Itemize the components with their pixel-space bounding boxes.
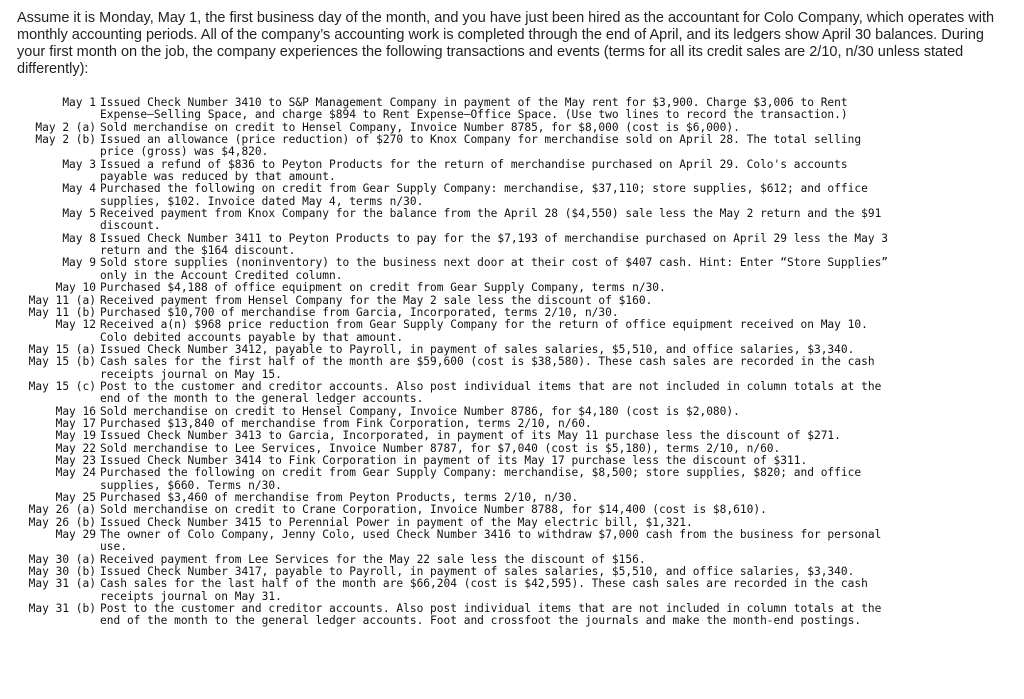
transaction-row [12,233,1012,258]
transaction-text: Issued a refund of $836 to Peyton Products for the return of merchandise purchased on April 29. Colo's accounts payable was reduced by that amount. [100,157,848,184]
transaction-text: Cash sales for the first half of the month are $59,600 (cost is $38,580). These cash sales are recorded in the cash receipts journal on May 15. [100,355,875,381]
transaction-text: Received a(n) $968 price reduction from Gear Supply Company for the return of office equipment received on May 10. Colo debited accounts payable by that amount. [100,318,868,344]
transaction-text: Purchased $3,460 of merchandise from Peyton Products, terms 2/10, n/30. [100,491,579,504]
transaction-text: Purchased $10,700 of merchandise from Garcia, Incorporated, terms 2/10, n/30. [100,305,619,319]
transaction-date: May 11 (a) [28,293,96,307]
transaction-date: May 25 [55,491,96,504]
transaction-text: Issued Check Number 3415 to Perennial Power in payment of the May electric bill, $1,321. [100,515,693,529]
transaction-text: Issued an allowance (price reduction) of $270 to Knox Company for merchandise sold on April 28. The total selling price (gross) was $4,820. [100,133,862,159]
transaction-row [12,97,1012,122]
transaction-text: Sold merchandise to Lee Services, Invoice Number 8787, for $7,040 (cost is $5,180), terms 2/10, n/60. [100,441,781,455]
transaction-row [12,208,1012,233]
transaction-date: May 19 [55,429,96,443]
transaction-row [12,430,1012,442]
transaction-text: Sold merchandise on credit to Hensel Company, Invoice Number 8786, for $4,180 (cost is $2,080). [100,404,740,418]
transaction-row [12,159,1012,184]
problem-intro: Assume it is Monday, May 1, the first business day of the month, and you have just been hired as the accountant for Colo Company, which operates with monthly accounting periods. All of the company’s accounting work is completed through the end of April, and its ledgers show April 30 balances. During your first month on the job, the company experiences the following transactions and events (terms for all its credit sales are 2/10, n/30 unless stated differently): [17,10,995,77]
transaction-text: Received payment from Lee Services for the May 22 sale less the discount of $156. [100,552,646,566]
transaction-row [12,603,1012,628]
transaction-row [12,529,1012,554]
transaction-text: The owner of Colo Company, Jenny Colo, used Check Number 3416 to withdraw $7,000 cash from the business for personal use. [100,528,882,554]
transaction-text: Issued Check Number 3417, payable to Payroll, in payment of sales salaries, $5,510, and office salaries, $3,340. [100,565,855,579]
transaction-text: Purchased $4,188 of office equipment on credit from Gear Supply Company, terms n/30. [100,281,666,295]
transaction-text: Sold merchandise on credit to Crane Corporation, Invoice Number 8788, for $14,400 (cost is $8,610). [100,503,767,517]
transaction-date: May 2 (a) [35,120,96,134]
transaction-text: Issued Check Number 3410 to S&P Management Company in payment of the May rent for $3,900. Charge $3,006 to Rent Expense—Selling Space, and charge $894 to Rent Expense—Office Space. (Use two lines to record the transaction.) [100,96,848,122]
transaction-date: May 15 (a) [28,342,96,356]
transaction-row [12,183,1012,208]
transaction-date: May 2 (b) [35,133,96,147]
transaction-date: May 29 [55,528,96,542]
transaction-date: May 16 [55,404,96,418]
transaction-list [12,97,1012,628]
transaction-row [12,257,1012,282]
transaction-date: May 30 (b) [28,565,96,579]
transaction-date: May 15 (c) [28,379,96,393]
transaction-row [12,356,1012,381]
transaction-date: May 22 [55,441,96,455]
transaction-text: Received payment from Knox Company for the balance from the April 28 ($4,550) sale less the May 2 return and the $91 discount. [100,207,882,233]
transaction-date: May 15 (b) [28,355,96,369]
transaction-date: May 11 (b) [28,305,96,319]
transaction-text: Purchased $13,840 of merchandise from Fink Corporation, terms 2/10, n/60. [100,416,592,430]
transaction-date: May 31 (a) [28,577,96,591]
transaction-date: May 1 [62,96,96,109]
transaction-date: May 26 (a) [28,503,96,517]
transaction-text: Sold store supplies (noninventory) to the business next door at their cost of $407 cash. Hint: Enter “Store Supplies” only in the Account Credited column. [100,256,889,282]
transaction-row [12,467,1012,492]
transaction-date: May 9 [62,256,96,270]
transaction-date: May 4 [62,182,96,196]
transaction-row [12,319,1012,344]
transaction-date: May 30 (a) [28,552,96,566]
transaction-row [12,578,1012,603]
transaction-date: May 26 (b) [28,515,96,529]
transaction-row [12,282,1012,294]
transaction-text: Received payment from Hensel Company for the May 2 sale less the discount of $160. [100,293,653,307]
transaction-text: Cash sales for the last half of the month are $66,204 (cost is $42,595). These cash sales are recorded in the cash receipts journal on May 31. [100,577,868,603]
transaction-row [12,504,1012,516]
transaction-date: May 10 [55,281,96,295]
transaction-row [12,381,1012,406]
transaction-text: Post to the customer and creditor accounts. Also post individual items that are not included in column totals at the end of the month to the general ledger accounts. [100,379,882,406]
transaction-date: May 24 [55,466,96,480]
transaction-date: May 3 [62,157,96,171]
transaction-row [12,134,1012,159]
transaction-row [12,295,1012,307]
transaction-date: May 8 [62,231,96,245]
transaction-text: Issued Check Number 3414 to Fink Corporation in payment of its May 17 purchase less the discount of $311. [100,453,808,467]
transaction-text: Issued Check Number 3412, payable to Payroll, in payment of sales salaries, $5,510, and office salaries, $3,340. [100,342,855,356]
transaction-date: May 23 [55,453,96,467]
transaction-date: May 5 [62,207,96,221]
transaction-date: May 12 [55,318,96,332]
transaction-text: Issued Check Number 3413 to Garcia, Incorporated, in payment of its May 11 purchase less the discount of $271. [100,429,841,443]
transaction-text: Sold merchandise on credit to Hensel Company, Invoice Number 8785, for $8,000 (cost is $6,000). [100,120,740,134]
transaction-text: Purchased the following on credit from Gear Supply Company: merchandise, $8,500; store supplies, $820; and office supplies, $660. Terms n/30. [100,466,862,492]
transaction-date: May 17 [55,416,96,430]
transaction-text: Issued Check Number 3411 to Peyton Products to pay for the $7,193 of merchandise purchased on April 29 less the May 3 return and the $164 discount. [100,231,889,258]
transaction-text: Post to the customer and creditor accounts. Also post individual items that are not included in column totals at the end of the month to the general ledger accounts. Foot and crossfoot the journals and make the month-end postings. [100,602,882,628]
transaction-text: Purchased the following on credit from Gear Supply Company: merchandise, $37,110; store supplies, $612; and office supplies, $102. Invoice dated May 4, terms n/30. [100,182,868,208]
transaction-date: May 31 (b) [28,602,96,616]
